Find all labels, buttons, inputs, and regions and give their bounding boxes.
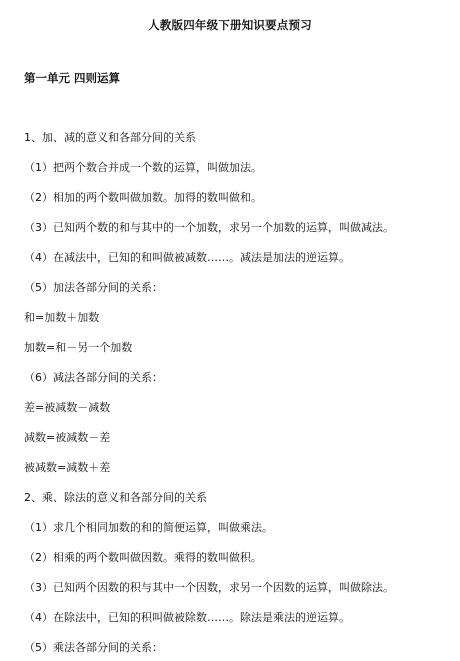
paragraph-line: （2）相乘的两个数叫做因数。乘得的数叫做积。 xyxy=(24,551,262,564)
paragraph-line: （4）在除法中，已知的积叫做被除数……。除法是乘法的逆运算。 xyxy=(24,611,350,624)
document-title: 人教版四年级下册知识要点预习 xyxy=(148,18,312,32)
paragraph-line: （1）把两个数合并成一个数的运算，叫做加法。 xyxy=(24,161,262,174)
paragraph-line: （6）减法各部分间的关系： xyxy=(24,371,163,384)
section-heading-multiplication-division: 2、乘、除法的意义和各部分间的关系 xyxy=(24,491,207,504)
paragraph-line: （3）已知两个因数的积与其中一个因数，求另一个因数的运算，叫做除法。 xyxy=(24,581,394,594)
paragraph-line: （3）已知两个数的和与其中的一个加数，求另一个加数的运算，叫做减法。 xyxy=(24,221,394,234)
formula-line: 差=被减数－减数 xyxy=(24,401,111,414)
formula-line: 加数=和－另一个加数 xyxy=(24,341,133,354)
formula-line: 被减数=减数＋差 xyxy=(24,461,111,474)
paragraph-line: （2）相加的两个数叫做加数。加得的数叫做和。 xyxy=(24,191,262,204)
unit-heading: 第一单元 四则运算 xyxy=(24,71,121,85)
formula-line: 和=加数＋加数 xyxy=(24,311,100,324)
paragraph-line: （4）在减法中，已知的和叫做被减数……。减法是加法的逆运算。 xyxy=(24,251,350,264)
paragraph-line: （1）求几个相同加数的和的简便运算，叫做乘法。 xyxy=(24,521,273,534)
paragraph-line: （5）乘法各部分间的关系： xyxy=(24,641,163,654)
paragraph-line: （5）加法各部分间的关系： xyxy=(24,281,163,294)
section-heading-addition-subtraction: 1、加、减的意义和各部分间的关系 xyxy=(24,131,196,144)
formula-line: 减数=被减数－差 xyxy=(24,431,111,444)
